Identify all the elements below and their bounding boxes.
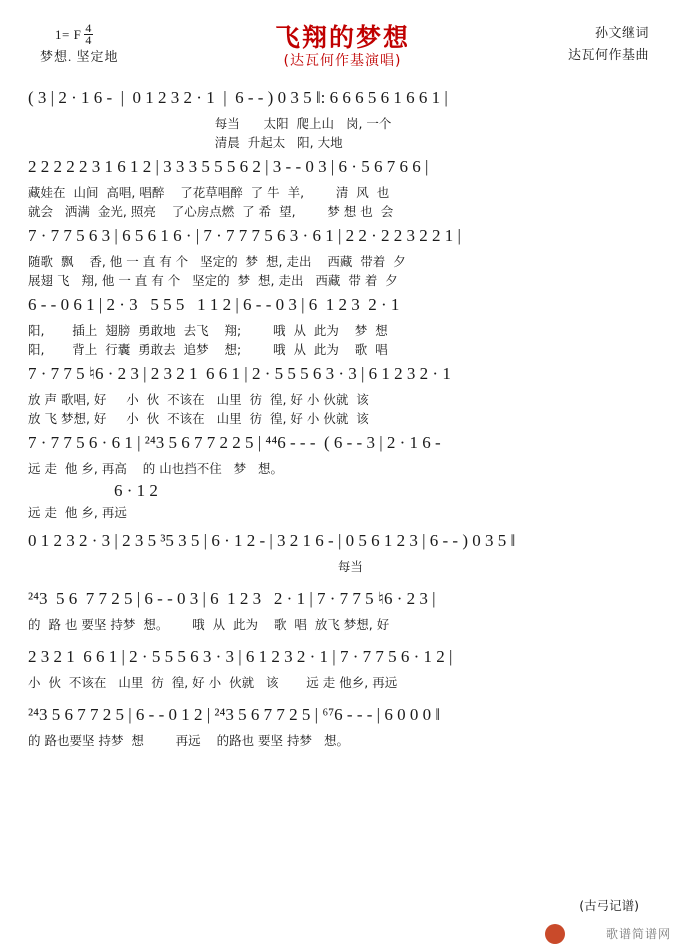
lyric-line-1: 每当 太阳 爬上山 岗, 一个 (28, 116, 392, 131)
notation-line: 0 1 2 3 2 · 3 | 2 3 5 ³5 3 5 | 6 · 1 2 - | 3 2 1 6 - | 0 5 6 1 2 3 | 6 - - ) 0 3 5 ‖ (28, 531, 516, 550)
notation-line: ²⁴3 5 6 7 7 2 5 | 6 - - 0 1 2 | ²⁴3 5 6 7 7 2 5 | ⁶⁷6 - - - | 6 0 0 0 ‖ (28, 705, 441, 724)
lyric-line-2: 清晨 升起太 阳, 大地 (28, 135, 343, 150)
lyric-line-1: 远 走 他 乡, 再高 的 山也挡不住 梦 想。 (28, 461, 284, 476)
lyric-line-2: 展翅 飞 翔, 他 一 直 有 个 坚定的 梦 想, 走出 西藏 带 着 夕 (28, 273, 398, 288)
lyric-line-1: 阳, 插上 翅膀 勇敢地 去飞 翔; 哦 从 此为 梦 想 (28, 323, 388, 338)
lyric-line-1: 藏娃在 山间 高唱, 唱醉 了花草唱醉 了 牛 羊, 清 风 也 (28, 185, 390, 200)
music-system (0, 529, 685, 577)
notation-line: ²⁴3 5 6 7 7 2 5 | 6 - - 0 3 | 6 1 2 3 2 · 1 | 7 · 7 7 5 ♮6 · 2 3 | (28, 589, 436, 608)
notation-line: 7 · 7 7 5 6 · 6 1 | ²⁴3 5 6 7 7 2 2 5 | ⁴⁴6 - - - ( 6 - - 3 | 2 · 1 6 - (28, 433, 441, 452)
lyric-line-1: 小 伙 不该在 山里 彷 徨, 好 小 伙就 该 远 走 他乡, 再远 (28, 675, 398, 690)
notation-line: 7 · 7 7 5 ♮6 · 2 3 | 2 3 2 1 6 6 1 | 2 · 5 5 5 6 3 · 3 | 6 1 2 3 2 · 1 (28, 364, 451, 383)
lyricist-credit: 孙文继词 (594, 25, 649, 40)
music-system (0, 431, 685, 523)
score-header (0, 0, 685, 86)
music-system (0, 587, 685, 635)
lyric-line-1: 每当 (28, 559, 363, 574)
music-system (0, 155, 685, 222)
lyric-line-1: 放 声 歌唱, 好 小 伙 不该在 山里 彷 徨, 好 小 伙就 该 (28, 392, 369, 407)
watermark-logo-icon (545, 924, 565, 944)
notation-line: 2 3 2 1 6 6 1 | 2 · 5 5 5 6 3 · 3 | 6 1 2 3 2 · 1 | 7 · 7 7 5 6 · 1 2 | (28, 647, 453, 666)
lyric-line-2: 阳, 背上 行囊 勇敢去 追梦 想; 哦 从 此为 歌 唱 (28, 342, 388, 357)
notation-line: 2 2 2 2 2 3 1 6 1 2 | 3 3 3 5 5 5 6 2 | 3 - - 0 3 | 6 · 5 6 7 6 6 | (28, 157, 429, 176)
music-system (0, 86, 685, 153)
notation-line-alt: 6 · 1 2 (114, 481, 158, 500)
lyric-line-1: 的 路 也 要坚 持梦 想。 哦 从 此为 歌 唱 放飞 梦想, 好 (28, 617, 390, 632)
lyric-line-2: 就会 洒满 金光, 照亮 了心房点燃 了 希 望, 梦 想 也 会 (28, 204, 394, 219)
notation-line: 7 · 7 7 5 6 3 | 6 5 6 1 6 · | 7 · 7 7 7 5 6 3 · 6 1 | 2 2 · 2 2 3 2 2 1 | (28, 226, 461, 245)
tempo-marking: 梦想. 坚定地 (40, 49, 119, 64)
page-subtitle: (达瓦何作基演唱) (283, 53, 402, 69)
watermark-text: 歌谱简谱网 (605, 927, 671, 941)
music-system (0, 645, 685, 693)
lyric-line-2: 放 飞 梦想, 好 小 伙 不该在 山里 彷 徨, 好 小 伙就 该 (28, 411, 369, 426)
page-title: 飞翔的梦想 (274, 23, 410, 52)
meter-denominator: 4 (85, 33, 92, 48)
lyric-line-1: 随歌 飘 香, 他 一 直 有 个 坚定的 梦 想, 走出 西藏 带着 夕 (28, 254, 406, 269)
music-system (0, 703, 685, 751)
meter-numerator: 4 (85, 21, 92, 35)
music-system (0, 293, 685, 360)
composer-credit: 达瓦何作基曲 (567, 47, 649, 62)
notation-line: ( 3 | 2 · 1 6 - | 0 1 2 3 2 · 1 | 6 - - ) 0 3 5 ‖: 6 6 6 5 6 1 6 6 1 | (28, 88, 448, 107)
music-system (0, 362, 685, 429)
music-system (0, 224, 685, 291)
lyric-line-1: 的 路也要坚 持梦 想 再远 的路也 要坚 持梦 想。 (28, 733, 349, 748)
transcriber-note: (古弓记谱) (579, 898, 639, 913)
notation-line: 6 - - 0 6 1 | 2 · 3 5 5 5 1 1 2 | 6 - - 0 3 | 6 1 2 3 2 · 1 (28, 295, 400, 314)
key-label: 1= F (55, 26, 82, 42)
lyric-line-3: 远 走 他 乡, 再远 (28, 505, 127, 520)
